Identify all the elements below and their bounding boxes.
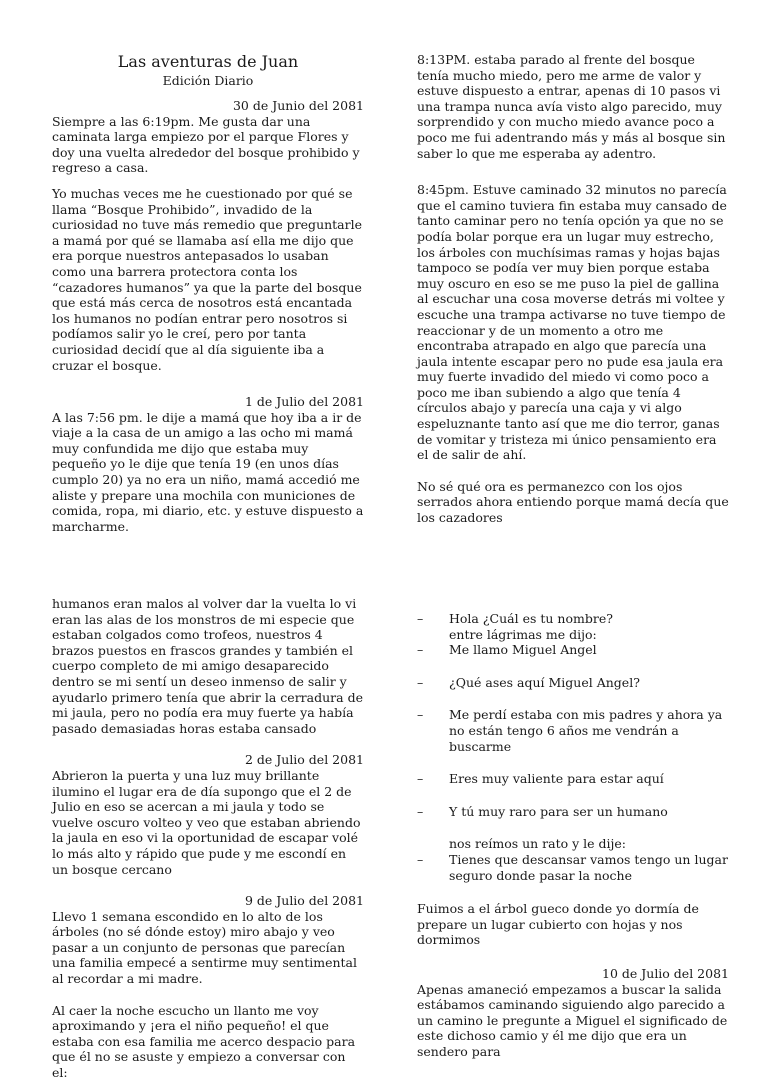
document-title: Las aventuras de Juan: [117, 52, 299, 71]
paragraph: Abrieron la puerta y una luz muy brillante ilumino el lugar era de día supongo que el 2 de Julio en eso se acercan a mi jaula y todo se vuelve oscuro volteo y veo que estaban abriendo la jaula en eso vi la oportunidad de escapar volé lo más alto y rápido que pude y me escondí en un bosque cercano: [52, 767, 361, 877]
paragraph: Yo muchas veces me he cuestionado por qué se llama “Bosque Prohibido”, invadido de la curiosidad no tuve más remedio que preguntarle a mamá por qué se llamaba así ella me dijo que era porque nuestros antepasados lo usaban como una barrera protectora conta los “cazadores humanos” ya que la parte del bosque que está más cerca de nosotros está encantada los humanos no podían entrar pero nosotros si podíamos salir yo le creí, pero por tanta curiosidad decidí que al día siguiente iba a cruzar el bosque.: [52, 185, 363, 373]
dialogue-text: Me perdí estaba con mis padres y ahora ya no están tengo 6 años me vendrán a buscarme: [449, 707, 723, 754]
narration-line: entre lágrimas me dijo:: [449, 626, 597, 642]
page-top-left: [52, 52, 364, 534]
paragraph: Fuimos a el árbol gueco donde yo dormía de prepare un lugar cubierto con hojas y nos dormimos: [417, 901, 699, 948]
dialogue-line: [417, 771, 729, 787]
entry-date: 9 de Julio del 2081: [244, 893, 364, 909]
paragraph: No sé qué ora es permanezco con los ojos serrados ahora entiendo porque mamá decía que los cazadores: [417, 478, 729, 526]
dialogue-text: Tienes que descansar vamos tengo un lugar seguro donde pasar la noche: [449, 851, 728, 883]
paragraph: 8:45pm. Estuve caminado 32 minutos no parecía que el camino tuviera fin estaba muy cansado de tanto caminar pero no tenía opción ya que no se podía bolar porque era un lugar muy estrecho, los árboles con muchísimas ramas y hojas bajas tampoco se podía ver muy bien porque estaba muy oscuro en eso se me puso la piel de gallina al escuchar una cosa moverse detrás mi voltee y escuche una trampa activarse no tuve tiempo de reaccionar y de un momento a otro me encontraba atrapado en algo que parecía una jaula intente escapar pero no pude esa jaula era muy fuerte invadido del miedo vi como poco a poco me iban subiendo a algo que tenía 4 círculos abajo y parecía una caja y vi algo espeluznante tanto así que me dio terror, ganas de vomitar y tristeza mi único pensamiento era el de salir de ahí.: [417, 182, 727, 463]
paragraph: Llevo 1 semana escondido en lo alto de los árboles (no sé dónde estoy) miro abajo y veo pasar a un conjunto de personas que parecían una familia empecé a sentirme muy sentimental al recordar a mi madre.: [52, 908, 358, 987]
entry-date: 30 de Junio del 2081: [232, 98, 364, 113]
paragraph: 8:13PM. estaba parado al frente del bosque tenía mucho miedo, pero me arme de valor y estuve dispuesto a entrar, apenas di 10 pasos vi una trampa nunca avía visto algo parecido, muy sorprendido y con mucho miedo avance poco a poco me fui adentrando más y más al bosque sin saber lo que me esperaba ay adentro.: [417, 52, 726, 161]
dialogue-line: [417, 611, 729, 627]
document-subtitle: Edición Diario: [162, 73, 254, 88]
entry-date: 1 de Julio del 2081: [244, 394, 364, 410]
paragraph: Siempre a las 6:19pm. Me gusta dar una caminata larga empiezo por el parque Flores y doy una vuelta alrededor del bosque prohibido y regreso a casa.: [52, 113, 360, 176]
dialogue-line: [417, 852, 729, 883]
page-bottom-right: [417, 611, 729, 1059]
dialogue-dash: –: [417, 642, 424, 658]
dialogue-dash: –: [417, 771, 424, 787]
dialogue-line: [417, 707, 729, 754]
entry-date: 10 de Julio del 2081: [602, 965, 729, 981]
page-bottom-left: [52, 596, 364, 1081]
dialogue-text: Y tú muy raro para ser un humano: [449, 803, 668, 819]
dialogue-dash: –: [417, 707, 424, 723]
dialogue-text: Me llamo Miguel Angel: [449, 642, 597, 658]
page-top-right: [417, 52, 729, 526]
dialogue-text: Hola ¿Cuál es tu nombre?: [449, 611, 613, 626]
narration-line: nos reímos un rato y le dije:: [449, 836, 627, 852]
dialogue-dash: –: [417, 803, 424, 819]
dialogue-text: Eres muy valiente para estar aquí: [449, 771, 664, 787]
paragraph: Apenas amaneció empezamos a buscar la salida estábamos caminando siguiendo algo parecido a un camino le pregunte a Miguel el significado de este dichoso camio y él me dijo que era un sendero para: [417, 981, 728, 1059]
dialogue-text: ¿Qué ases aquí Miguel Angel?: [449, 674, 640, 690]
paragraph: humanos eran malos al volver dar la vuelta lo vi eran las alas de los monstros de mi especie que estaban colgados como trofeos, nuestros 4 brazos puestos en frascos grandes y también el cuerpo completo de mi amigo desaparecido dentro se mi sentí un deseo inmenso de salir y ayudarlo primero tenía que abrir la cerradura de mi jaula, pero no podía era muy fuerte ya había pasado demasiadas horas estaba cansado: [52, 596, 363, 736]
dialogue-line: [417, 804, 729, 820]
paragraph: A las 7:56 pm. le dije a mamá que hoy iba a ir de viaje a la casa de un amigo a las ocho mi mamá muy confundida me dijo que estaba muy pequeño yo le dije que tenía 19 (en unos días cumplo 20) ya no era un niño, mamá accedió me aliste y prepare una mochila con municiones de comida, ropa, mi diario, etc. y estuve dispuesto a marcharme.: [52, 409, 364, 534]
dialogue-dash: –: [417, 611, 424, 626]
dialogue-line: [417, 675, 729, 691]
dialogue-line: [417, 642, 729, 658]
dialogue-dash: –: [417, 851, 424, 867]
paragraph: Al caer la noche escucho un llanto me voy aproximando y ¡era el niño pequeño! el que estaba con esa familia me acerco despacio para que él no se asuste y empiezo a conversar con el:: [52, 1002, 356, 1081]
dialogue-dash: –: [417, 674, 424, 690]
entry-date: 2 de Julio del 2081: [244, 752, 364, 768]
